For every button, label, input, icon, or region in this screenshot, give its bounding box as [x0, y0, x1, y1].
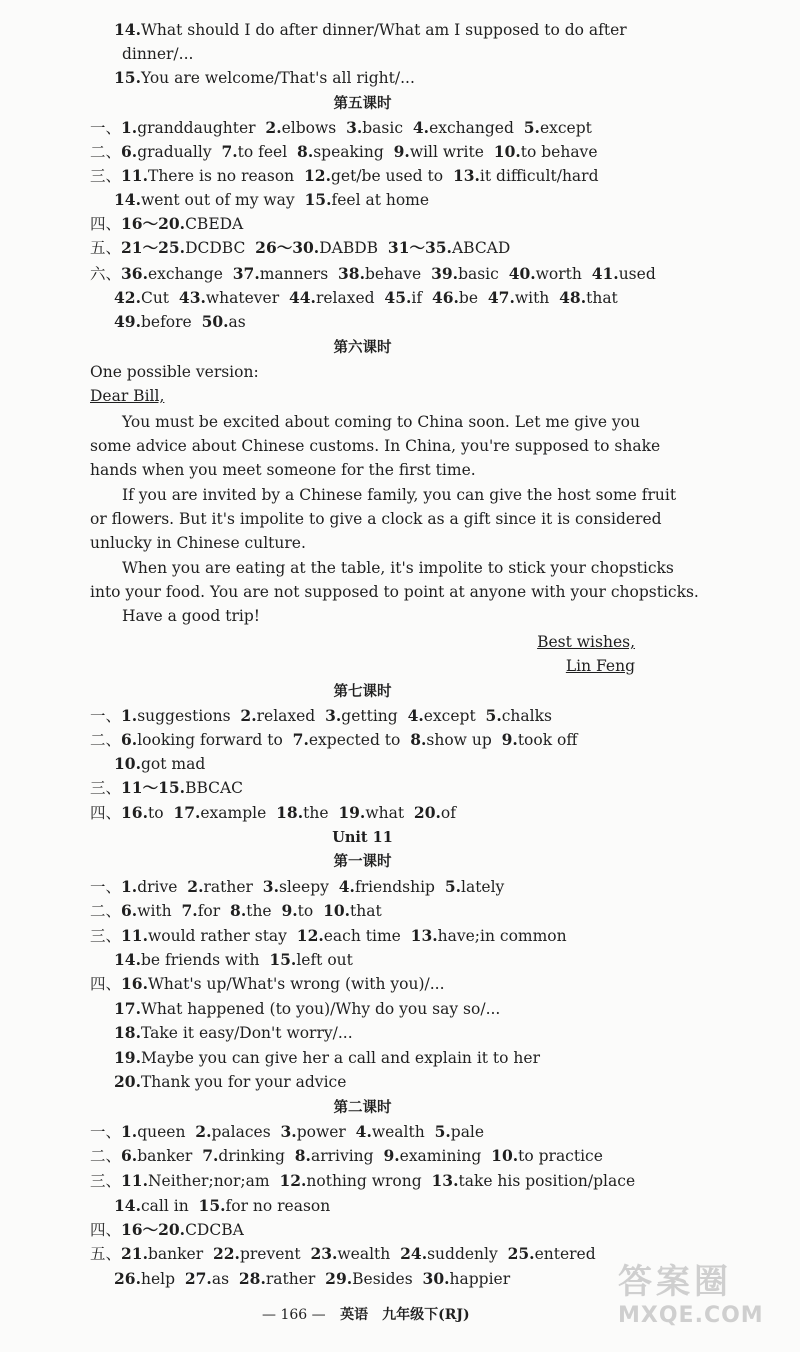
answer-line: or flowers. But it's impolite to give a clock as a gift since it is considered	[90, 510, 662, 528]
answer-line: If you are invited by a Chinese family, you can give the host some fruit	[122, 486, 677, 504]
answer-line: Best wishes,	[537, 633, 635, 651]
answer-line: some advice about Chinese customs. In China, you're supposed to shake	[90, 437, 661, 455]
answer-line: 18.Take it easy/Don't worry/...	[114, 1023, 353, 1042]
answer-line: 五、21～25.DCDBC 26～30.DABDB 31～35.ABCAD	[90, 238, 511, 257]
watermark-domain: MXQE.COM	[618, 1303, 764, 1328]
page-number: — 166 —	[262, 1307, 326, 1323]
answer-line: dinner/...	[122, 45, 194, 63]
answer-line: Dear Bill,	[90, 387, 165, 405]
site-watermark	[618, 1262, 778, 1342]
answer-line: 17.What happened (to you)/Why do you say so/...	[114, 999, 501, 1018]
answer-line: 14.What should I do after dinner/What am I supposed to do after	[114, 20, 627, 39]
answer-line: 三、11.would rather stay 12.each time 13.have;in common	[90, 926, 567, 945]
answer-line: 14.be friends with 15.left out	[114, 950, 353, 969]
section-heading: 第一课时	[333, 853, 392, 870]
answer-line: 四、16～20.CBEDA	[90, 214, 244, 233]
answer-line: hands when you meet someone for the first time.	[90, 461, 476, 479]
answer-line: 19.Maybe you can give her a call and explain it to her	[114, 1048, 540, 1067]
answer-line: One possible version:	[90, 363, 259, 381]
answer-line: 14.went out of my way 15.feel at home	[114, 190, 430, 209]
answer-line: 49.before 50.as	[114, 312, 246, 331]
answer-line: 一、1.suggestions 2.relaxed 3.getting 4.except 5.chalks	[90, 706, 552, 725]
section-heading: 第二课时	[333, 1099, 392, 1116]
answer-line: 二、6.with 7.for 8.the 9.to 10.that	[90, 901, 382, 920]
answer-line: 14.call in 15.for no reason	[114, 1196, 331, 1215]
subject-label: 英语 九年级下(RJ)	[340, 1307, 470, 1323]
answer-line: 三、11.There is no reason 12.get/be used to 13.it difficult/hard	[90, 166, 599, 185]
answer-line: 三、11.Neither;nor;am 12.nothing wrong 13.take his position/place	[90, 1171, 636, 1190]
answer-line: 三、11～15.BBCAC	[90, 778, 244, 797]
answer-line: unlucky in Chinese culture.	[90, 534, 306, 552]
answer-line: 五、21.banker 22.prevent 23.wealth 24.suddenly 25.entered	[90, 1244, 596, 1263]
answer-line: 20.Thank you for your advice	[114, 1072, 347, 1091]
answer-line: 一、1.drive 2.rather 3.sleepy 4.friendship 5.lately	[90, 877, 505, 896]
answer-line: 10.got mad	[114, 754, 206, 773]
page-footer	[262, 1304, 470, 1324]
answer-line: When you are eating at the table, it's impolite to stick your chopsticks	[122, 559, 674, 577]
answer-line: Have a good trip!	[122, 607, 260, 625]
answer-line: You must be excited about coming to China soon. Let me give you	[122, 413, 640, 431]
answer-line: 二、6.gradually 7.to feel 8.speaking 9.will write 10.to behave	[90, 142, 598, 161]
answer-line: 一、1.granddaughter 2.elbows 3.basic 4.exchanged 5.except	[90, 118, 592, 137]
answer-line: 四、16.to 17.example 18.the 19.what 20.of	[90, 803, 456, 822]
answer-line: 六、36.exchange 37.manners 38.behave 39.basic 40.worth 41.used	[90, 264, 656, 283]
answer-line: 二、6.looking forward to 7.expected to 8.show up 9.took off	[90, 730, 578, 749]
answer-line: Lin Feng	[565, 657, 635, 675]
answer-line: 四、16～20.CDCBA	[90, 1220, 244, 1239]
answer-line: 42.Cut 43.whatever 44.relaxed 45.if 46.be 47.with 48.that	[114, 288, 618, 307]
section-heading: Unit 11	[332, 829, 393, 846]
section-heading: 第六课时	[333, 339, 392, 356]
section-heading: 第五课时	[333, 95, 392, 112]
answer-line: 一、1.queen 2.palaces 3.power 4.wealth 5.pale	[90, 1122, 485, 1141]
answer-line: 26.help 27.as 28.rather 29.Besides 30.happier	[114, 1269, 511, 1288]
answer-line: 四、16.What's up/What's wrong (with you)/...	[90, 974, 445, 993]
answer-line: 二、6.banker 7.drinking 8.arriving 9.examining 10.to practice	[90, 1146, 603, 1165]
answer-line: 15.You are welcome/That's all right/...	[114, 68, 415, 87]
answer-line: into your food. You are not supposed to point at anyone with your chopsticks.	[90, 583, 699, 601]
watermark-logo-text: 答案圈	[618, 1262, 732, 1302]
section-heading: 第七课时	[333, 683, 392, 700]
